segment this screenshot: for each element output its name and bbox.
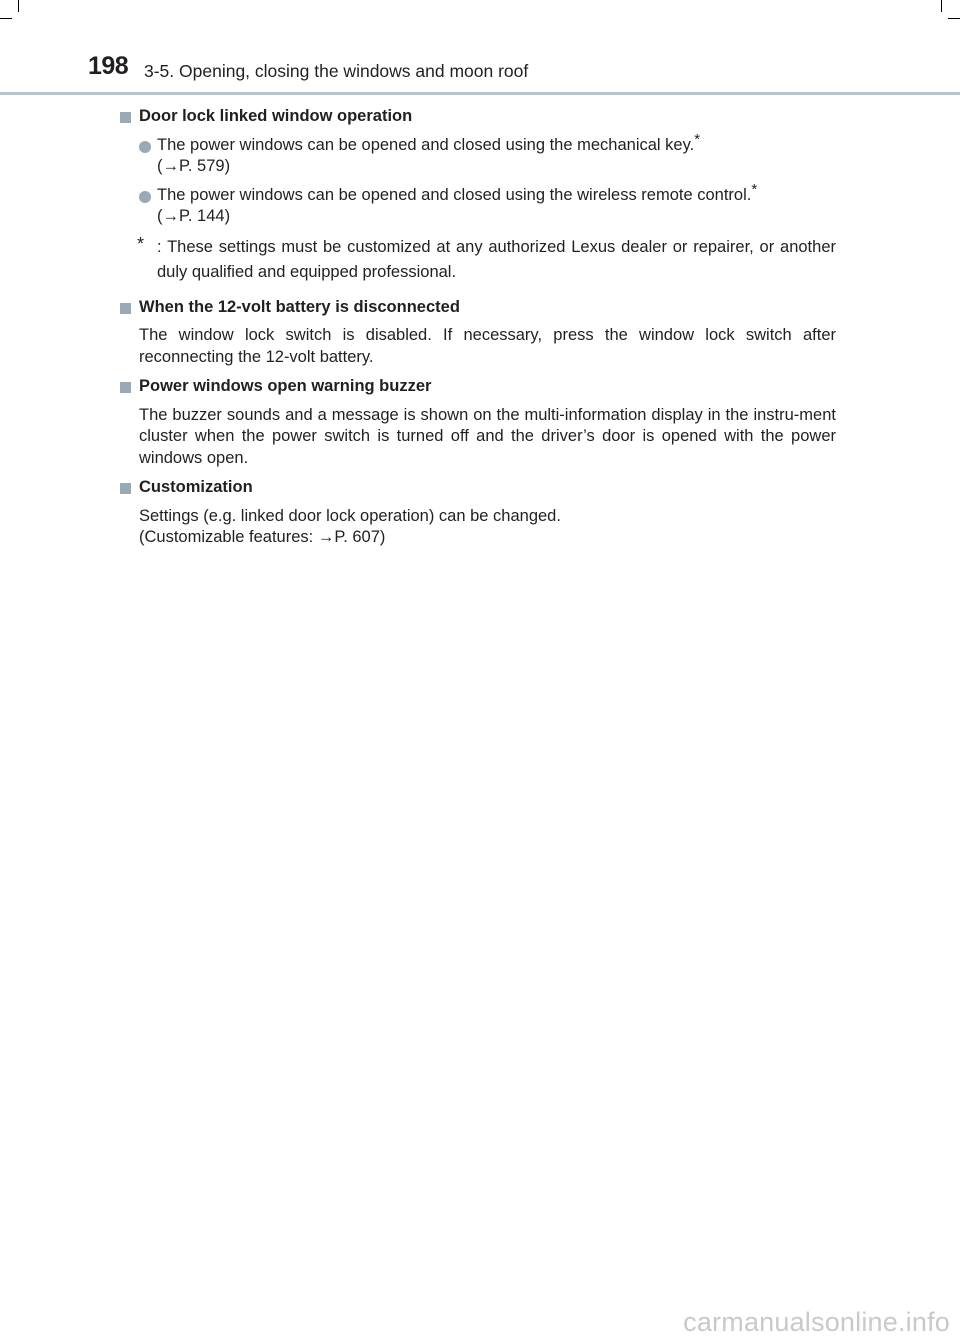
square-bullet-icon — [120, 382, 131, 393]
footnote-mark: * — [751, 180, 758, 198]
section-battery — [120, 297, 836, 369]
section-warning-buzzer — [120, 376, 836, 469]
page-content — [120, 106, 836, 557]
list-item — [120, 130, 836, 178]
paragraph-line: (Customizable features: →P. 607) — [139, 528, 386, 546]
footnote — [120, 235, 836, 285]
footnote-mark: * — [137, 233, 145, 254]
round-bullet-icon — [139, 191, 151, 203]
page-reference: (→P. 144) — [157, 207, 231, 225]
section-heading — [120, 297, 836, 319]
page-reference: (→P. 579) — [157, 157, 231, 175]
paragraph: The buzzer sounds and a message is shown on the multi-information display in the instru-ment cluster when the power switch is turned off and the driver’s door is opened with the power windows open. — [139, 405, 836, 467]
round-bullet-icon — [139, 141, 151, 153]
bullet-text: The power windows can be opened and closed using the mechanical key. — [157, 135, 695, 154]
paragraph-line: Settings (e.g. linked door lock operation) can be changed. — [139, 506, 561, 525]
square-bullet-icon — [120, 483, 131, 494]
heading-text: Customization — [139, 478, 253, 496]
list-item — [120, 180, 836, 228]
header-divider — [0, 92, 960, 95]
section-title: 3-5. Opening, closing the windows and moon roof — [144, 61, 529, 81]
section-door-lock — [120, 106, 836, 285]
watermark: carmanualsonline.info — [683, 1307, 950, 1337]
page-header — [0, 0, 960, 94]
section-customization — [120, 477, 836, 549]
section-heading — [120, 477, 836, 499]
footnote-mark: * — [694, 130, 701, 148]
bullet-text: The power windows can be opened and closed using the wireless remote control. — [157, 185, 752, 204]
page-number: 198 — [88, 52, 129, 80]
heading-text: When the 12-volt battery is disconnected — [139, 297, 460, 316]
paragraph: The window lock switch is disabled. If necessary, press the window lock switch after reconnecting the 12-volt battery. — [139, 326, 836, 366]
heading-text: Power windows open warning buzzer — [139, 377, 432, 395]
square-bullet-icon — [120, 303, 131, 314]
paragraph — [120, 506, 836, 549]
footnote-text: : These settings must be customized at any authorized Lexus dealer or repairer, or another duly qualified and equipped professional. — [157, 237, 836, 281]
section-heading — [120, 376, 836, 398]
square-bullet-icon — [120, 112, 131, 123]
section-heading — [120, 106, 836, 128]
heading-text: Door lock linked window operation — [139, 107, 413, 125]
